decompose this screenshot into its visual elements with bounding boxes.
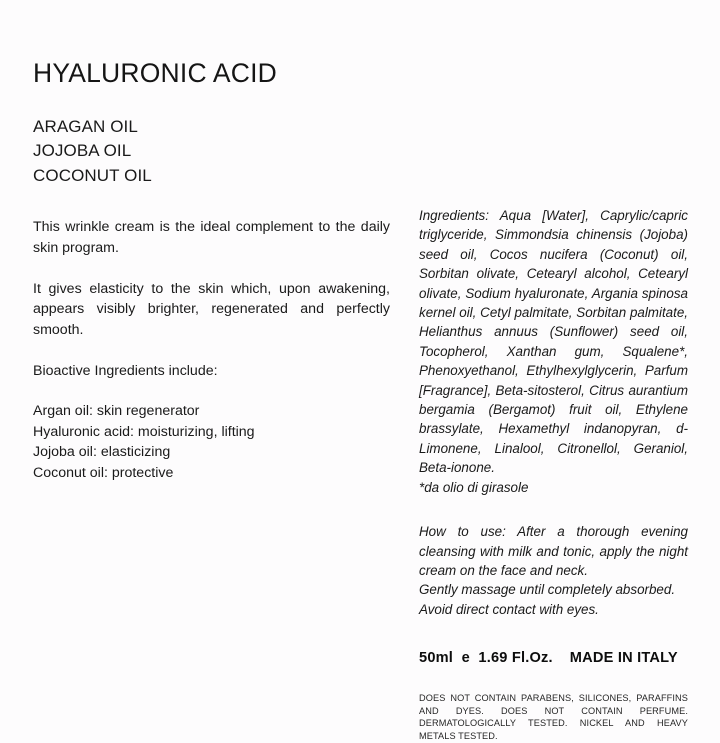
volume-and-origin: 50ml e 1.69 Fl.Oz. MADE IN ITALY	[419, 650, 678, 667]
oil-item: JOJOBA OIL	[33, 141, 132, 161]
oil-item: ARAGAN OIL	[33, 116, 138, 136]
paragraph-spacer	[33, 340, 390, 361]
how-to-use-instructions: How to use: After a thorough evening cleansing with milk and tonic, apply the night cream on the face and neck.	[419, 524, 688, 578]
right-column	[419, 206, 688, 743]
list-item: Jojoba oil: elasticizing	[33, 444, 171, 461]
description-paragraph-2: It gives elasticity to the skin which, upon awakening, appears visibly brighter, regenerated and perfectly smooth.	[33, 280, 390, 338]
bioactive-heading: Bioactive Ingredients include:	[33, 362, 218, 379]
list-item: Argan oil: skin regenerator	[33, 403, 200, 420]
page-title: HYALURONIC ACID	[33, 58, 277, 88]
bioactive-ingredient-list	[33, 401, 393, 483]
ingredients-list: Ingredients: Aqua [Water], Caprylic/capric triglyceride, Simmondsia chinensis (Jojoba) seed oil, Cocos nucifera (Coconut) oil, Sorbitan olivate, Cetearyl alcohol, Cetearyl olivate, Sodium hyaluronate, Argania spinosa kernel oil, Cetyl palmitate, Sorbitan palmitate, Helianthus annuus (Sunflower) seed oil, Tocopherol, Xanthan gum, Squalene*, Phenoxyethanol, Ethylhexylglycerin, Parfum [Fragrance], Beta-sitosterol, Citrus aurantium bergamia (Bergamot) fruit oil, Ethylene brassylate, Hexamethyl indanopyran, d-Limonene, Linalool, Citronellol, Geraniol, Beta-ionone.	[419, 208, 688, 476]
paragraph-spacer	[33, 258, 390, 279]
how-to-use-block	[419, 522, 688, 619]
list-item: Hyaluronic acid: moisturizing, lifting	[33, 423, 255, 440]
oil-list	[33, 115, 393, 189]
product-disclaimer: DOES NOT CONTAIN PARABENS, SILICONES, PARAFFINS AND DYES. DOES NOT CONTAIN PERFUME. DERMATOLOGICALLY TESTED. NICKEL AND HEAVY METALS TESTED.	[419, 693, 688, 741]
left-column	[33, 58, 393, 483]
oil-item: COCONUT OIL	[33, 165, 152, 185]
list-item: Coconut oil: protective	[33, 464, 174, 481]
description-paragraph-1: This wrinkle cream is the ideal complement to the daily skin program.	[33, 219, 390, 256]
how-to-use-line-2: Gently massage until completely absorbed.	[419, 582, 676, 598]
how-to-use-line-3: Avoid direct contact with eyes.	[419, 601, 599, 617]
ingredients-footnote: *da olio di girasole	[419, 479, 529, 495]
description-block	[33, 217, 390, 381]
